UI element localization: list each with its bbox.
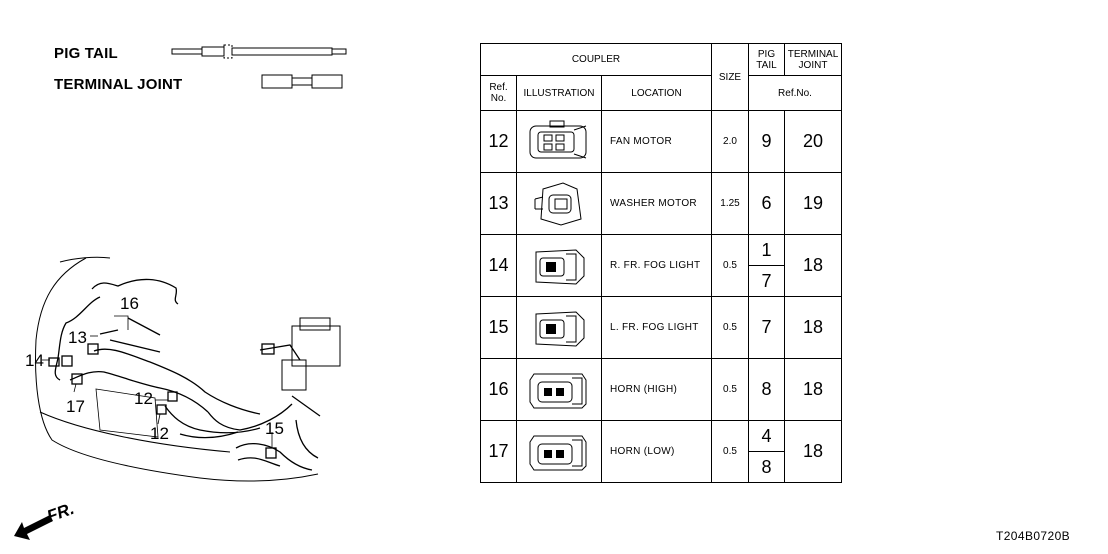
row-ref: 14 — [481, 235, 517, 297]
row-size: 0.5 — [712, 235, 749, 297]
callout-17: 17 — [66, 397, 85, 416]
coupler-table — [480, 43, 842, 483]
row-terminal-joint: 18 — [785, 421, 842, 483]
ref-no-header: Ref. No. — [481, 76, 517, 111]
fan-motor-coupler-icon — [517, 111, 602, 173]
row-terminal-joint: 18 — [785, 235, 842, 297]
pig-tail-symbol-icon — [172, 45, 346, 58]
row-size: 0.5 — [712, 359, 749, 421]
row-location: HORN (LOW) — [602, 421, 712, 483]
row-terminal-joint: 18 — [785, 297, 842, 359]
row-pig-tail-1: 1 — [749, 235, 784, 266]
front-direction-label: FR. — [44, 498, 77, 527]
row-pig-tail: 7 — [749, 297, 785, 359]
table-row — [481, 173, 842, 235]
illustration-header: ILLUSTRATION — [517, 76, 602, 111]
washer-motor-coupler-icon — [517, 173, 602, 235]
callout-13: 13 — [68, 328, 87, 347]
row-size: 0.5 — [712, 297, 749, 359]
callout-12-lower: 12 — [150, 424, 169, 443]
table-row — [481, 235, 842, 297]
terminal-joint-symbol-icon — [262, 75, 342, 88]
fog-light-coupler-icon — [517, 235, 602, 297]
callout-15: 15 — [265, 419, 284, 438]
row-pig-tail: 6 — [749, 173, 785, 235]
location-header: LOCATION — [602, 76, 712, 111]
row-location: L. FR. FOG LIGHT — [602, 297, 712, 359]
row-ref: 15 — [481, 297, 517, 359]
front-arrow-icon — [14, 515, 53, 540]
table-row — [481, 359, 842, 421]
row-terminal-joint: 18 — [785, 359, 842, 421]
pig-tail-header: PIG TAIL — [749, 44, 785, 76]
row-pig-tail: 8 — [749, 359, 785, 421]
callout-12-upper: 12 — [134, 389, 153, 408]
callout-14: 14 — [25, 351, 44, 370]
wire-harness-illustration — [36, 257, 340, 481]
size-header: SIZE — [712, 44, 749, 111]
ref-no-sub-header: Ref.No. — [749, 76, 842, 111]
row-ref: 16 — [481, 359, 517, 421]
row-terminal-joint: 20 — [785, 111, 842, 173]
row-size: 0.5 — [712, 421, 749, 483]
terminal-joint-header: TERMINAL JOINT — [785, 44, 842, 76]
row-ref: 17 — [481, 421, 517, 483]
table-row — [481, 421, 842, 483]
row-location: HORN (HIGH) — [602, 359, 712, 421]
row-size: 1.25 — [712, 173, 749, 235]
row-location: R. FR. FOG LIGHT — [602, 235, 712, 297]
table-row — [481, 111, 842, 173]
diagram-code: T204B0720B — [996, 529, 1071, 543]
pig-tail-legend-label: PIG TAIL — [54, 45, 118, 62]
row-ref: 13 — [481, 173, 517, 235]
row-terminal-joint: 19 — [785, 173, 842, 235]
row-pig-tail: 9 — [749, 111, 785, 173]
coupler-header: COUPLER — [481, 44, 712, 76]
fog-light-coupler-icon — [517, 297, 602, 359]
horn-coupler-icon — [517, 359, 602, 421]
row-location: WASHER MOTOR — [602, 173, 712, 235]
terminal-joint-legend-label: TERMINAL JOINT — [54, 76, 183, 93]
row-pig-tail-2: 7 — [761, 270, 772, 291]
row-ref: 12 — [481, 111, 517, 173]
row-location: FAN MOTOR — [602, 111, 712, 173]
row-pig-tail-1: 4 — [749, 421, 784, 452]
row-pig-tail-2: 8 — [761, 456, 772, 477]
row-size: 2.0 — [712, 111, 749, 173]
horn-coupler-icon — [517, 421, 602, 483]
table-row — [481, 297, 842, 359]
callout-16: 16 — [120, 294, 139, 313]
